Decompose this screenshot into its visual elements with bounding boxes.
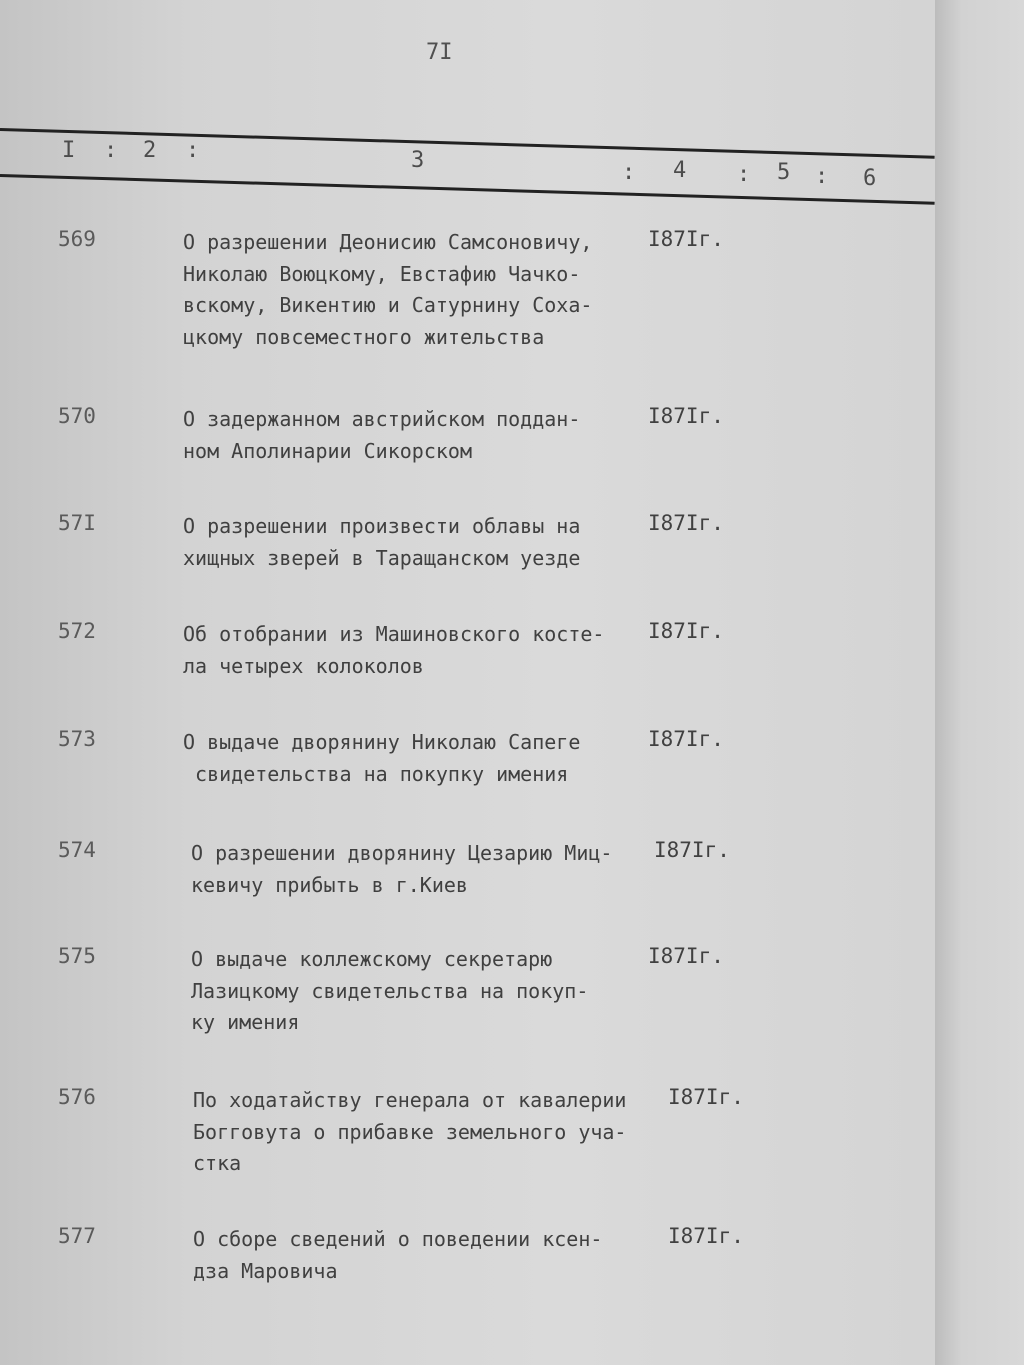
description-line: вскому, Викентию и Сатурнину Соха-	[183, 293, 593, 317]
page-number: 7I	[426, 40, 453, 65]
column-separator: :	[737, 162, 751, 187]
row-year: I87Iг.	[648, 619, 724, 643]
row-description	[191, 944, 588, 1039]
row-year: I87Iг.	[654, 838, 730, 862]
row-description	[183, 619, 604, 682]
description-line: О разрешении произвести облавы на	[183, 514, 581, 538]
column-separator: :	[186, 138, 200, 163]
column-number-2: 2	[143, 138, 157, 163]
row-year: I87Iг.	[668, 1085, 744, 1109]
description-line: О выдаче коллежскому секретарю	[191, 947, 553, 971]
description-line: ном Аполинарии Сикорском	[183, 438, 472, 463]
row-year: I87Iг.	[648, 227, 724, 251]
row-description	[191, 838, 612, 901]
description-line: О разрешении Деонисию Самсоновичу,	[183, 230, 593, 254]
description-line: хищных зверей в Таращанском уезде	[183, 545, 581, 570]
column-separator: :	[622, 160, 636, 185]
column-number-I: I	[62, 138, 76, 163]
row-year: I87Iг.	[648, 511, 724, 535]
row-description	[183, 511, 580, 574]
description-line: кевичу прибыть в г.Киев	[191, 872, 468, 897]
column-number-3: 3	[411, 148, 425, 173]
description-line: стка	[193, 1151, 242, 1175]
row-number: 570	[58, 404, 96, 428]
row-year: I87Iг.	[648, 944, 724, 968]
row-number: 572	[58, 619, 96, 643]
next-page-edge	[935, 0, 1024, 1365]
row-year: I87Iг.	[648, 404, 724, 428]
column-separator: :	[815, 164, 829, 189]
row-number: 576	[58, 1085, 96, 1109]
description-line: Николаю Воюцкому, Евстафию Чачко-	[183, 261, 581, 286]
row-year: I87Iг.	[648, 727, 724, 751]
row-number: 577	[58, 1224, 96, 1248]
row-year: I87Iг.	[668, 1224, 744, 1248]
description-line: Об отобрании из Машиновского косте-	[183, 622, 605, 646]
description-line: О задержанном австрийском поддан-	[183, 407, 581, 431]
row-number: 57I	[58, 511, 96, 535]
description-line: О разрешении дворянину Цезарию Миц-	[191, 841, 613, 865]
row-description	[183, 227, 592, 353]
column-number-6: 6	[863, 166, 877, 191]
description-line: цкому повсеместного жительства	[183, 324, 545, 349]
column-number-5: 5	[777, 160, 791, 185]
table-column-header	[0, 138, 935, 191]
table-header-bottom-rule	[0, 174, 935, 205]
row-number: 574	[58, 838, 96, 862]
row-description	[183, 404, 580, 467]
description-line: По ходатайству генерала от кавалерии	[193, 1088, 627, 1112]
description-line: Богговута о прибавке земельного уча-	[193, 1119, 627, 1144]
row-description	[193, 1085, 626, 1180]
description-line: ку имения	[191, 1010, 300, 1034]
description-line: дза Маровича	[193, 1258, 338, 1283]
row-description	[183, 727, 580, 790]
row-number: 569	[58, 227, 96, 251]
row-number: 573	[58, 727, 96, 751]
row-description	[193, 1224, 602, 1287]
row-number: 575	[58, 944, 96, 968]
description-line: свидетельства на покупку имения	[183, 761, 569, 786]
column-number-4: 4	[673, 158, 687, 183]
description-line: О выдаче дворянину Николаю Сапеге	[183, 730, 581, 754]
column-separator: :	[104, 138, 118, 163]
description-line: О сборе сведений о поведении ксен-	[193, 1227, 603, 1251]
description-line: Лазицкому свидетельства на покуп-	[191, 978, 589, 1003]
description-line: ла четырех колоколов	[183, 653, 424, 678]
